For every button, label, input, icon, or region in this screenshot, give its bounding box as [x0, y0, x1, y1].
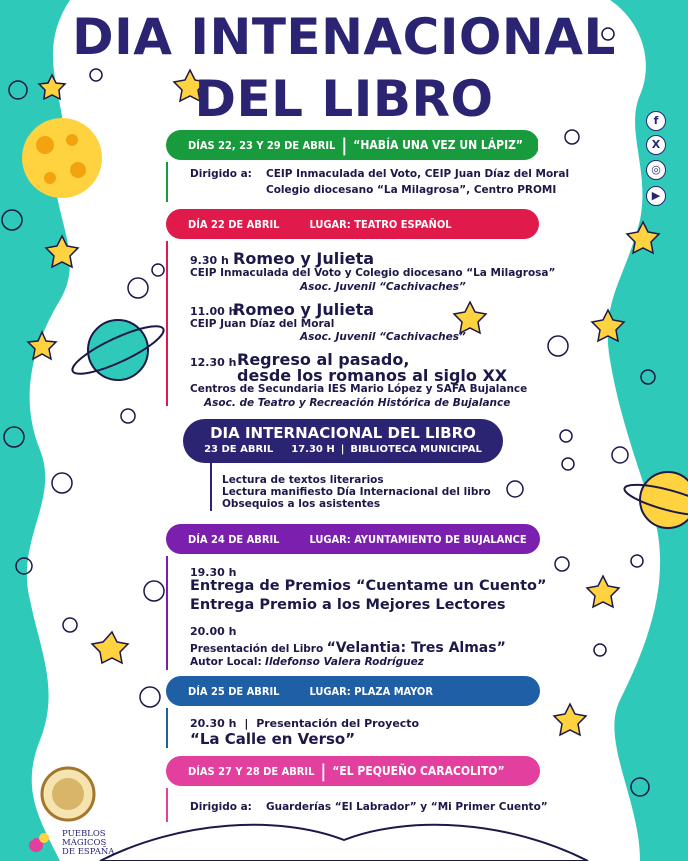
section1-title: “HABÍA UNA VEZ UN LÁPIZ”	[353, 138, 524, 152]
e1-time: 9.30 h	[190, 254, 229, 267]
section6-label: Dirigido a:	[190, 801, 252, 813]
s4e1-line1: Entrega de Premios “Cuentame un Cuento”	[190, 578, 547, 594]
section4-rule	[166, 556, 168, 670]
section5-place: LUGAR: PLAZA MAYOR	[309, 684, 433, 698]
e3-title1: Regreso al pasado,	[237, 350, 410, 369]
page-title-line1: DIA INTENACIONAL	[72, 8, 616, 66]
section4-place: LUGAR: AYUNTAMIENTO DE BUJALANCE	[309, 532, 527, 546]
section5-date: DÍA 25 DE ABRIL	[188, 684, 280, 698]
page-title-line2: DEL LIBRO	[194, 70, 494, 128]
e2-title: Romeo y Julieta	[233, 300, 375, 319]
section1-line2: Colegio diocesano “La Milagrosa”, Centro PROMI	[266, 184, 557, 196]
e2-line2: Asoc. Juvenil “Cachivaches”	[300, 331, 466, 343]
youtube-icon[interactable]: ▶	[646, 186, 666, 206]
s4e2-book: “Velantia: Tres Almas”	[326, 640, 506, 656]
section2-place: LUGAR: TEATRO ESPAÑOL	[309, 217, 452, 231]
section3-header: DIA INTERNACIONAL DEL LIBRO 23 DE ABRIL 17.30 H | BIBLIOTECA MUNICIPAL	[183, 419, 503, 463]
s5-time: 20.30 h	[190, 717, 237, 730]
section1-label: Dirigido a:	[190, 168, 252, 180]
s4e1-line2: Entrega Premio a los Mejores Lectores	[190, 597, 506, 613]
e3-title2: desde los romanos al siglo XX	[237, 366, 508, 385]
section3-date: 23 DE ABRIL	[204, 444, 274, 455]
s4e2-prefix: Presentación del Libro	[190, 643, 324, 655]
s5-line2: “La Calle en Verso”	[190, 730, 356, 748]
instagram-icon[interactable]: ◎	[646, 160, 666, 180]
e2-line1: CEIP Juan Díaz del Moral	[190, 318, 335, 330]
municipal-seal-icon	[42, 768, 94, 820]
s5-line1: Presentación del Proyecto	[256, 717, 420, 730]
s4e2-author-row	[190, 656, 424, 668]
pueblos-magicos-brand: PUEBLOS MÁGICOS DE ESPAÑA	[62, 829, 115, 857]
section2-rule	[166, 241, 168, 406]
section1-line1: CEIP Inmaculada del Voto, CEIP Juan Díaz del Moral	[266, 168, 570, 180]
section2-date: DÍA 22 DE ABRIL	[188, 217, 280, 231]
s5-row: 20.30 h | Presentación del Proyecto	[190, 717, 420, 730]
e1-title: Romeo y Julieta	[233, 249, 375, 268]
s4e2-author-label: Autor Local:	[190, 656, 262, 668]
section4-header	[166, 524, 540, 554]
section2-header	[166, 209, 539, 239]
e1-line2: Asoc. Juvenil “Cachivaches”	[300, 281, 466, 293]
e1-line1: CEIP Inmaculada del Voto y Colegio diocesano “La Milagrosa”	[190, 267, 556, 279]
e2-time: 11.00 h	[190, 305, 237, 318]
section6-line1: Guarderías “El Labrador” y “Mi Primer Cuento”	[266, 801, 548, 813]
section6-header: DÍAS 27 Y 28 DE ABRIL | “EL PEQUEÑO CARACOLITO”	[166, 756, 540, 786]
orange-planet-icon	[22, 118, 102, 198]
section3-rule	[210, 463, 212, 511]
s4e2-row	[190, 640, 506, 656]
section5-header	[166, 676, 540, 706]
s4e1-time: 19.30 h	[190, 566, 237, 579]
section1-dates: DÍAS 22, 23 Y 29 DE ABRIL	[188, 138, 336, 152]
section6-dates: DÍAS 27 Y 28 DE ABRIL	[188, 764, 315, 778]
section3-title: DIA INTERNACIONAL DEL LIBRO	[210, 424, 476, 442]
section5-rule	[166, 708, 168, 748]
section6-rule	[166, 788, 168, 822]
pueblos-magicos-logo-icon	[25, 831, 49, 852]
e3-line1: Centros de Secundaria IES Mario López y SAFA Bujalance	[190, 383, 528, 395]
section3-place: BIBLIOTECA MUNICIPAL	[350, 444, 482, 455]
e3-line2: Asoc. de Teatro y Recreación Histórica de Bujalance	[204, 397, 511, 409]
s4e2-time: 20.00 h	[190, 625, 237, 638]
section3-item3: Obsequios a los asistentes	[222, 498, 381, 510]
section3-item2: Lectura manifiesto Día Internacional del libro	[222, 486, 491, 498]
facebook-icon[interactable]: f	[646, 111, 666, 131]
section4-date: DÍA 24 DE ABRIL	[188, 532, 280, 546]
s4e2-author: Ildefonso Valera Rodríguez	[265, 656, 424, 668]
e3-time: 12.30 h	[190, 356, 237, 369]
section1-header: DÍAS 22, 23 Y 29 DE ABRIL | “HABÍA UNA VEZ UN LÁPIZ”	[166, 130, 539, 160]
section3-item1: Lectura de textos literarios	[222, 474, 384, 486]
section6-title: “EL PEQUEÑO CARACOLITO”	[332, 764, 505, 778]
section3-time: 17.30 H	[291, 444, 335, 455]
x-icon[interactable]: X	[646, 135, 666, 155]
section1-rule	[166, 162, 168, 202]
